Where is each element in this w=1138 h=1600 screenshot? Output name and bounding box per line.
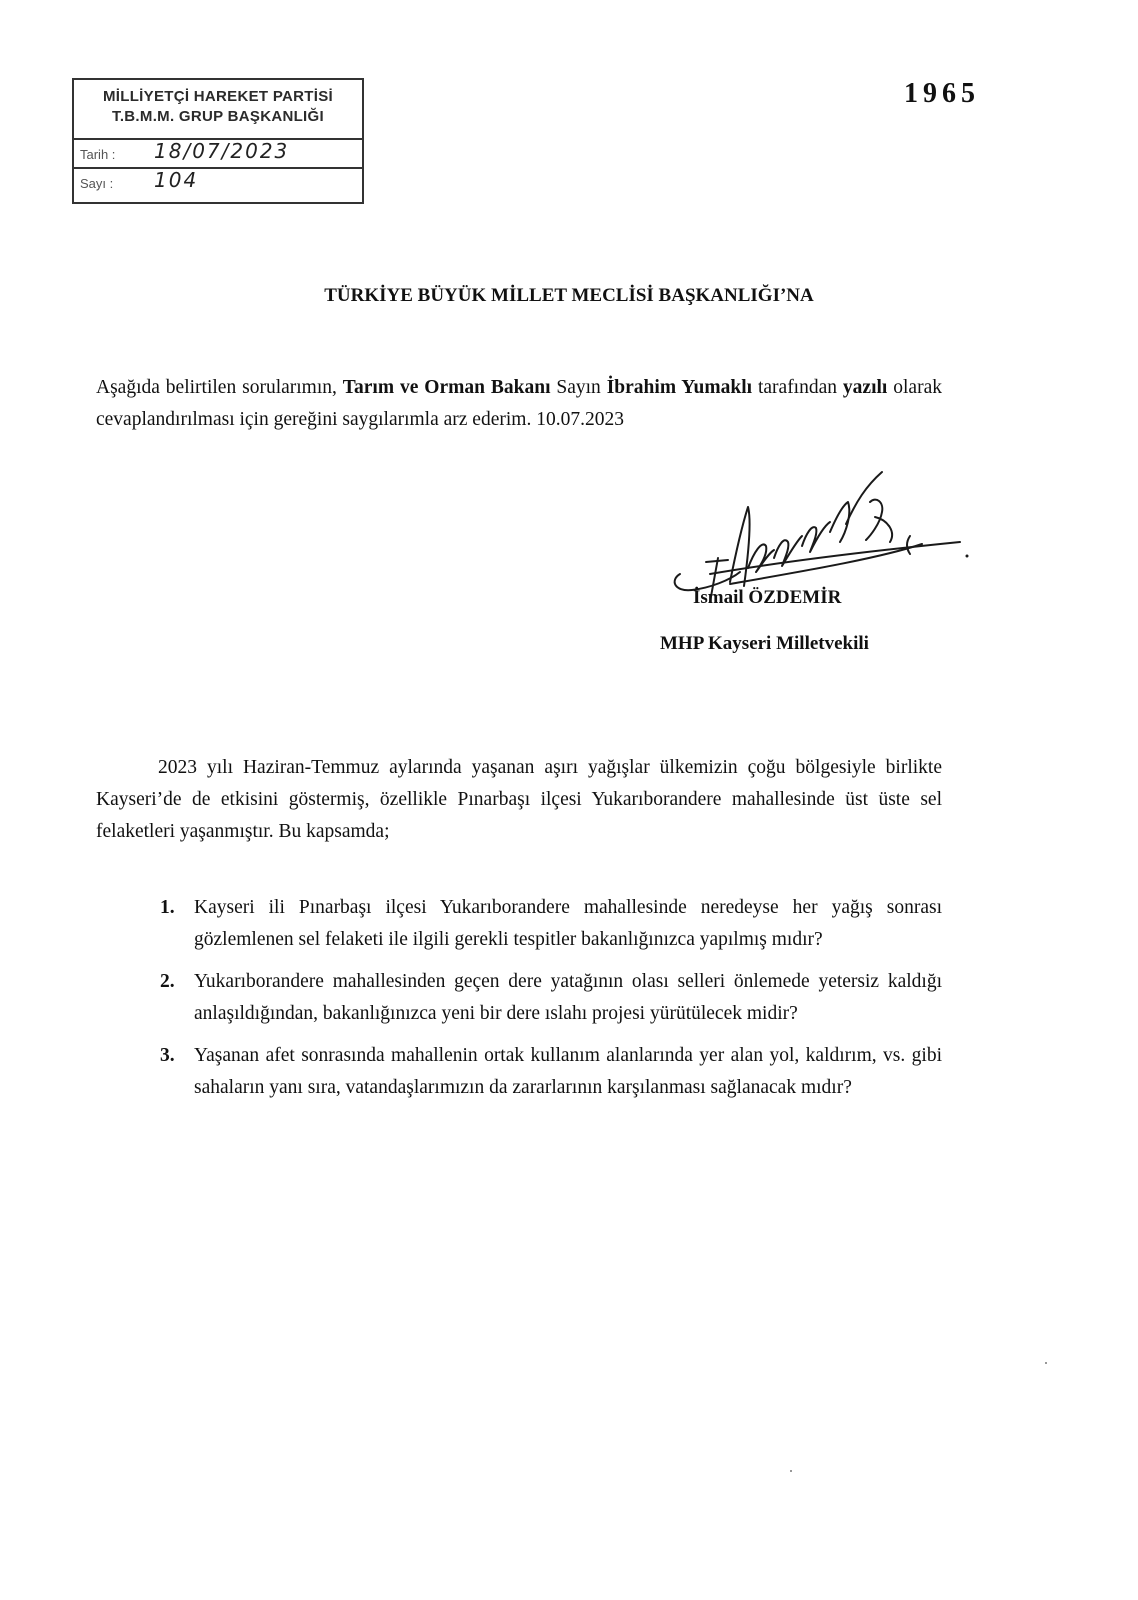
scan-speck	[790, 1470, 792, 1472]
question-text: Kayseri ili Pınarbaşı ilçesi Yukarıborandere mahallesinde neredeyse her yağış sonrası gözlemlenen sel felaketi ile ilgili gerekli tespitler bakanlığınızca yapılmış mıdır?	[194, 897, 942, 950]
stamp-date-value: 18/07/2023	[154, 139, 290, 163]
party-stamp	[72, 78, 364, 204]
stamp-header	[74, 80, 362, 140]
list-item	[160, 1040, 942, 1104]
intro-text-1: Aşağıda belirtilen sorularımın,	[96, 377, 343, 398]
stamp-number-label: Sayı :	[80, 176, 114, 191]
body-paragraph: 2023 yılı Haziran-Temmuz aylarında yaşanan aşırı yağışlar ülkemizin çoğu bölgesiyle birlikte Kayseri’de de etkisini göstermiş, özellikle Pınarbaşı ilçesi Yukarıborandere mahallesinde üst üste sel felaketleri yaşanmıştır. Bu kapsamda;	[96, 757, 942, 842]
stamp-number-value: 104	[154, 168, 199, 192]
document-number: 1965	[904, 78, 980, 109]
intro-text-2: Sayın	[550, 377, 607, 398]
stamp-party-name: MİLLİYETÇİ HAREKET PARTİSİ	[102, 88, 334, 105]
question-number: 1.	[160, 897, 175, 918]
stamp-date-label: Tarih :	[80, 147, 116, 162]
intro-paragraph	[96, 372, 942, 436]
question-number: 2.	[160, 971, 175, 992]
question-text: Yukarıborandere mahallesinden geçen dere yatağının olası selleri önlemede yetersiz kaldığı anlaşıldığından, bakanlığınızca yeni bir dere ıslahı projesi yürütülecek midir?	[194, 971, 942, 1024]
scan-speck	[1045, 1362, 1047, 1364]
written-emphasis: yazılı	[842, 377, 888, 398]
stamp-date-row	[74, 140, 362, 169]
document-heading: TÜRKİYE BÜYÜK MİLLET MECLİSİ BAŞKANLIĞI’NA	[324, 285, 814, 306]
signer-name: İsmail ÖZDEMİR	[693, 587, 842, 608]
stamp-number-row	[74, 169, 362, 198]
question-list	[160, 892, 942, 1114]
intro-text-4: olarak cevaplandırılması için gereğini saygılarımla arz ederim. 10.07.2023	[96, 377, 942, 430]
intro-text-3: tarafından	[752, 377, 843, 398]
list-item	[160, 892, 942, 956]
list-item	[160, 966, 942, 1030]
minister-name: İbrahim Yumaklı	[606, 377, 753, 398]
question-text: Yaşanan afet sonrasında mahallenin ortak kullanım alanlarında yer alan yol, kaldırım, vs. gibi sahaların yanı sıra, vatandaşlarımızın da zararlarının karşılanması sağlanacak mıdır?	[194, 1045, 942, 1098]
question-number: 3.	[160, 1045, 175, 1066]
stamp-office-name: T.B.M.M. GRUP BAŞKANLIĞI	[112, 108, 324, 125]
signer-title: MHP Kayseri Milletvekili	[660, 633, 869, 654]
minister-title: Tarım ve Orman Bakanı	[342, 377, 551, 398]
